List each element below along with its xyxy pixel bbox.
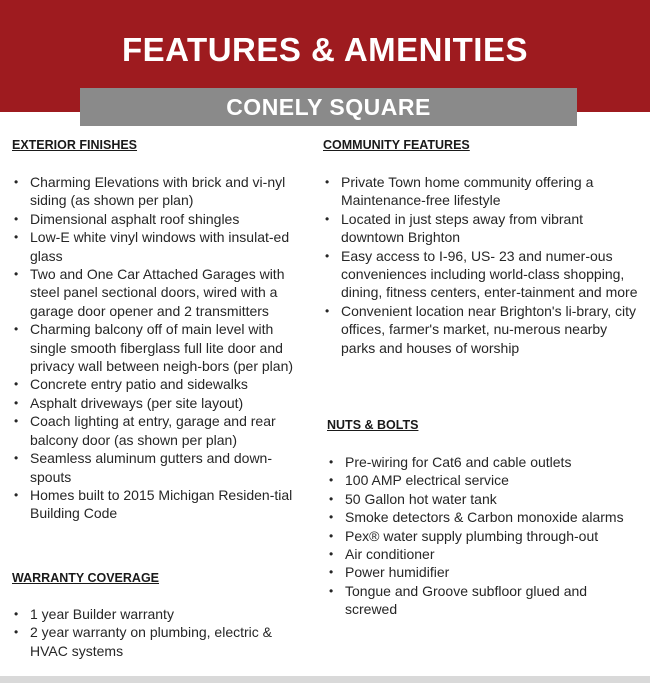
list-item-text: Located in just steps away from vibrant downtown Brighton: [341, 210, 584, 246]
community-name-bar: CONELY SQUARE: [80, 88, 577, 126]
list-item-text: Pre-wiring for Cat6 and cable outlets: [345, 454, 572, 470]
exterior-finishes-list: [12, 173, 312, 523]
list-item-text: Pex® water supply plumbing through-out: [345, 527, 599, 544]
warranty-coverage-list: [12, 605, 312, 660]
bullet-icon: •: [329, 528, 334, 543]
list-item: [327, 563, 627, 581]
list-item-text: 100 AMP electrical service: [345, 472, 509, 489]
bullet-icon: •: [329, 565, 334, 580]
list-item: [327, 490, 627, 508]
list-item: [12, 623, 312, 660]
nuts-and-bolts-heading: NUTS & BOLTS: [327, 418, 419, 432]
list-item-text: Easy access to I-96, US- 23 and numer-ous conveniences including world-class shopping, dining, fitness centers, enter-tainment and more: [341, 247, 638, 301]
bullet-icon: •: [14, 175, 19, 189]
list-item: [12, 375, 312, 393]
list-item-text: 50 Gallon hot water tank: [345, 490, 497, 507]
list-item: [327, 508, 627, 526]
list-item-text: Dimensional asphalt roof shingles: [30, 210, 240, 227]
bullet-icon: •: [329, 583, 334, 598]
list-item: [12, 265, 312, 320]
list-item: [12, 228, 312, 265]
community-features-heading: COMMUNITY FEATURES: [323, 138, 470, 152]
list-item-text: Tongue and Groove subfloor glued and screwed: [345, 582, 588, 618]
list-item: [327, 582, 627, 619]
bullet-icon: •: [325, 211, 330, 226]
list-item-text: Seamless aluminum gutters and down-spouts: [30, 450, 273, 485]
list-item-text: Homes built to 2015 Michigan Residen-tial Building Code: [30, 486, 293, 522]
bullet-icon: •: [329, 491, 334, 506]
list-item-text: Charming balcony off of main level with single smooth fiberglass full lite door and privacy wall between neigh-bors (per plan): [30, 321, 294, 375]
exterior-finishes-heading: EXTERIOR FINISHES: [12, 138, 138, 152]
page-title: FEATURES & AMENITIES: [121, 31, 529, 68]
bullet-icon: •: [325, 248, 330, 263]
list-item: [323, 173, 639, 210]
bullet-icon: •: [325, 303, 330, 318]
list-item-text: Two and One Car Attached Garages with steel panel sectional doors, wired with a garage door opener and 2 transmitters: [30, 266, 285, 319]
list-item-text: 2 year warranty on plumbing, electric & HVAC systems: [30, 624, 272, 659]
list-item: [12, 320, 312, 375]
nuts-and-bolts-list: [327, 453, 627, 619]
list-item-text: Concrete entry patio and sidewalks: [30, 376, 248, 393]
list-item: [12, 210, 312, 228]
bullet-icon: •: [329, 547, 334, 562]
bullet-icon: •: [14, 377, 19, 392]
list-item: [12, 449, 312, 486]
bullet-icon: •: [14, 607, 19, 621]
list-item-text: Air conditioner: [345, 546, 435, 563]
list-item-text: Smoke detectors & Carbon monoxide alarms: [345, 509, 624, 526]
list-item: [323, 302, 639, 357]
bullet-icon: •: [329, 455, 334, 469]
list-item: [12, 605, 312, 623]
bullet-icon: •: [14, 625, 19, 640]
list-item-text: Charming Elevations with brick and vi-nyl siding (as shown per plan): [30, 174, 286, 209]
list-item-text: Private Town home community offering a Maintenance-free lifestyle: [341, 174, 594, 209]
bullet-icon: •: [14, 322, 19, 337]
list-item-text: Convenient location near Brighton's li-brary, city offices, farmer's market, nu-merous nearby parks and houses of worship: [341, 302, 636, 356]
bullet-icon: •: [329, 510, 334, 525]
list-item: [327, 471, 627, 489]
list-item-text: 1 year Builder warranty: [30, 606, 174, 622]
list-item-text: Power humidifier: [345, 564, 450, 581]
list-item-text: Low-E white vinyl windows with insulat-ed glass: [30, 229, 290, 264]
bullet-icon: •: [14, 267, 19, 282]
list-item: [323, 247, 639, 302]
community-features-list: [323, 173, 639, 357]
bullet-icon: •: [14, 395, 19, 410]
bullet-icon: •: [325, 175, 330, 189]
bullet-icon: •: [14, 487, 19, 502]
list-item-text: Asphalt driveways (per site layout): [30, 394, 244, 411]
list-item: [12, 486, 312, 523]
bottom-border: [0, 676, 650, 683]
list-item: [12, 412, 312, 449]
bullet-icon: •: [14, 414, 19, 429]
bullet-icon: •: [14, 230, 19, 245]
list-item: [323, 210, 639, 247]
list-item: [327, 527, 627, 545]
bullet-icon: •: [14, 451, 19, 466]
bullet-icon: •: [14, 211, 19, 226]
list-item-text: Coach lighting at entry, garage and rear balcony door (as shown per plan): [30, 413, 276, 448]
list-item: [327, 453, 627, 471]
list-item: [327, 545, 627, 563]
list-item: [12, 173, 312, 210]
bullet-icon: •: [329, 473, 334, 488]
warranty-coverage-heading: WARRANTY COVERAGE: [12, 571, 160, 585]
list-item: [12, 394, 312, 412]
